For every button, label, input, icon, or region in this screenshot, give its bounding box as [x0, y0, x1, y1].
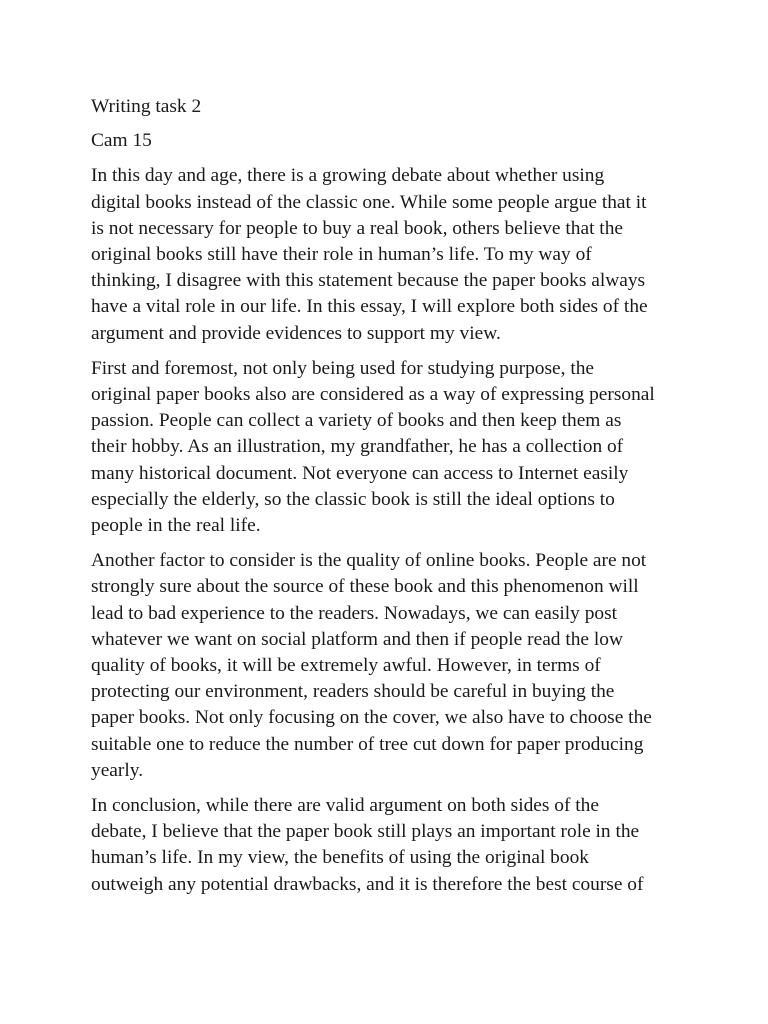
text-line: lead to bad experience to the readers. Nowadays, we can easily post	[91, 602, 618, 624]
paragraph-conclusion	[91, 793, 681, 898]
paragraph-introduction	[91, 163, 681, 346]
text-line: quality of books, it will be extremely awful. However, in terms of	[91, 655, 601, 677]
text-line: outweigh any potential drawbacks, and it is therefore the best course of	[91, 873, 644, 895]
document-title: Writing task 2	[91, 96, 202, 117]
text-line: yearly.	[91, 759, 144, 781]
text-line: Another factor to consider is the quality of online books. People are not	[91, 550, 647, 572]
text-line: thinking, I disagree with this statement because the paper books always	[91, 270, 646, 292]
text-line: many historical document. Not everyone can access to Internet easily	[91, 462, 629, 484]
text-line: human’s life. In my view, the benefits of using the original book	[91, 847, 589, 869]
text-line: strongly sure about the source of these book and this phenomenon will	[91, 576, 639, 598]
text-line: their hobby. As an illustration, my grandfather, he has a collection of	[91, 436, 624, 458]
text-line: suitable one to reduce the number of tree cut down for paper producing	[91, 733, 644, 755]
text-line: protecting our environment, readers should be careful in buying the	[91, 681, 615, 703]
text-line: people in the real life.	[91, 515, 261, 537]
text-line: have a vital role in our life. In this essay, I will explore both sides of the	[91, 296, 648, 318]
text-line: whatever we want on social platform and then if people read the low	[91, 628, 623, 650]
text-line: original books still have their role in human’s life. To my way of	[91, 244, 592, 266]
text-line: First and foremost, not only being used for studying purpose, the	[91, 357, 595, 379]
text-line: In conclusion, while there are valid argument on both sides of the	[91, 795, 599, 817]
text-line: passion. People can collect a variety of books and then keep them as	[91, 410, 622, 432]
text-line: digital books instead of the classic one. While some people argue that it	[91, 191, 647, 213]
text-line: especially the elderly, so the classic book is still the ideal options to	[91, 488, 615, 510]
text-line: is not necessary for people to buy a real book, others believe that the	[91, 217, 623, 239]
text-line: debate, I believe that the paper book still plays an important role in the	[91, 821, 640, 843]
text-line: paper books. Not only focusing on the cover, we also have to choose the	[91, 707, 652, 729]
paragraph-body-1	[91, 356, 681, 539]
text-line: In this day and age, there is a growing debate about whether using	[91, 165, 605, 187]
document-body	[91, 94, 681, 907]
document-subtitle: Cam 15	[91, 130, 152, 152]
text-line: argument and provide evidences to support my view.	[91, 322, 501, 344]
text-line: original paper books also are considered as a way of expressing personal	[91, 384, 655, 406]
paragraph-body-2	[91, 548, 681, 784]
